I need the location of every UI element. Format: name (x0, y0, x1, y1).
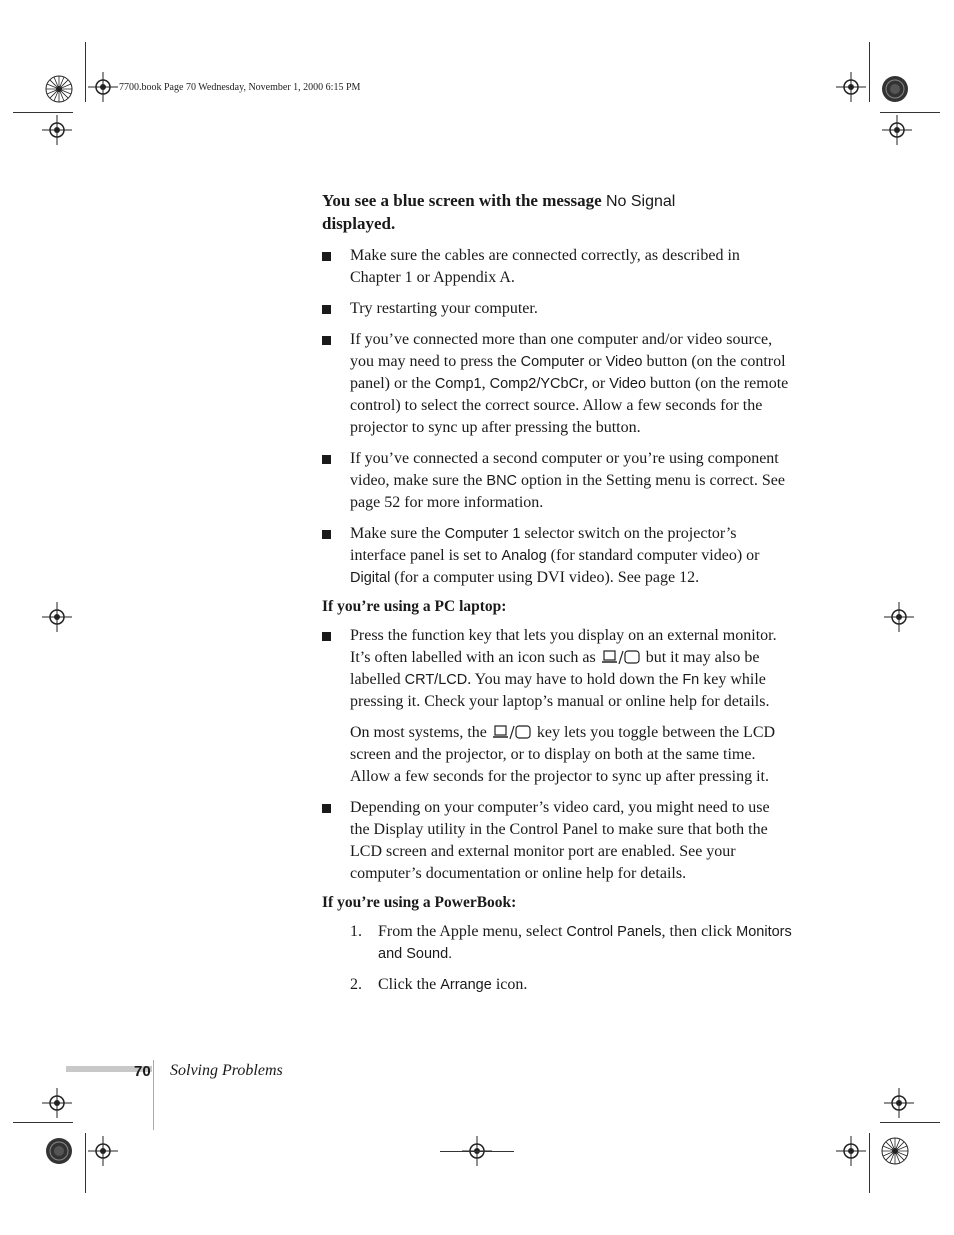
color-target-icon (880, 1136, 910, 1166)
list-item: Make sure the cables are connected correctly, as described in Chapter 1 or Appendix A. (322, 245, 792, 289)
section-heading: You see a blue screen with the message No Signal displayed. (322, 191, 676, 233)
mac-steps (322, 921, 792, 996)
crop-line (880, 1122, 940, 1123)
crop-line (85, 1133, 86, 1193)
registration-mark-icon (88, 1136, 118, 1166)
list-item: If you’ve connected more than one computer and/or video source, you may need to press the Computer or Video button (on the control panel) or the Comp1, Comp2/YCbCr, or Video button (on the remote control) to select the correct source. Allow a few seconds for the projector to sync up after pressing the button. (322, 329, 792, 439)
print-info: 7700.book Page 70 Wednesday, November 1, 2000 6:15 PM (119, 82, 361, 93)
list-item: Make sure the Computer 1 selector switch on the projector’s interface panel is set to Analog (for standard computer video) or Digital (for a computer using DVI video). See page 12. (322, 523, 792, 589)
page-number: 70 (134, 1063, 151, 1080)
crop-line (13, 1122, 73, 1123)
crop-line (880, 112, 940, 113)
lcd-crt-icon (493, 725, 531, 740)
registration-mark-icon (42, 115, 72, 145)
list-item: 2. Click the Arrange icon. (350, 976, 528, 993)
crop-line (13, 112, 73, 113)
pc-list (322, 625, 792, 885)
registration-mark-icon (42, 602, 72, 632)
crop-line (440, 1151, 514, 1152)
lcd-crt-icon (602, 650, 640, 665)
registration-mark-icon (88, 72, 118, 102)
color-target-icon (44, 74, 74, 104)
note-paragraph: On most systems, the key lets you toggle between the LCD screen and the projector, or to display on both at the same time. Allow a few seconds for the projector to sync up after pressing it. (350, 724, 776, 785)
registration-mark-icon (42, 1088, 72, 1118)
list-item: Press the function key that lets you display on an external monitor. It’s often labelled with an icon such as but it may also be labelled CRT/LCD. You may have to hold down the Fn key while pressing it. Check your laptop’s manual or online help for details. On most systems, the key lets you toggle between the LCD screen and the projector, or to display on both at the same time. Allow a few seconds for the projector to sync up after pressing it. (322, 625, 792, 788)
list-item: Try restarting your computer. (322, 298, 792, 320)
list-item: 1. From the Apple menu, select Control Panels, then click Monitors and Sound. (350, 923, 792, 962)
color-target-icon (44, 1136, 74, 1166)
mac-subheading: If you’re using a PowerBook: (322, 894, 517, 911)
crop-line (869, 1133, 870, 1193)
color-target-icon (880, 74, 910, 104)
troubleshoot-list (322, 245, 792, 589)
crop-line (85, 42, 86, 102)
crop-line (869, 42, 870, 102)
registration-mark-icon (882, 115, 912, 145)
main-content (322, 190, 792, 1005)
registration-mark-icon (884, 602, 914, 632)
pc-subheading: If you’re using a PC laptop: (322, 598, 507, 615)
registration-mark-icon (836, 72, 866, 102)
section-title: Solving Problems (170, 1062, 283, 1079)
registration-mark-icon (884, 1088, 914, 1118)
crop-line (153, 1060, 154, 1130)
registration-mark-icon (836, 1136, 866, 1166)
list-item: If you’ve connected a second computer or you’re using component video, make sure the BNC option in the Setting menu is correct. See page 52 for more information. (322, 448, 792, 514)
list-item: Depending on your computer’s video card, you might need to use the Display utility in the Control Panel to make sure that both the LCD screen and external monitor port are enabled. See your computer’s documentation or online help for details. (322, 797, 792, 885)
